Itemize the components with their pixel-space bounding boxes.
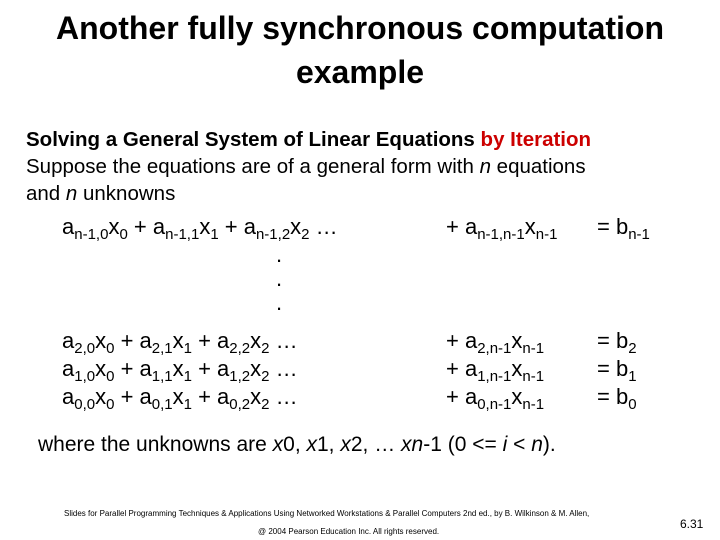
equation-term: + a xyxy=(446,356,478,381)
slide-title-line-1: Another fully synchronous computation xyxy=(55,10,664,46)
equation-subscript: 2 xyxy=(628,340,637,357)
where-v0: 0, xyxy=(283,433,307,456)
footer-citation: Slides for Parallel Programming Techniques & Applications Using Networked Workstations & Parallel Computers 2nd ed., by B. Wilkinson & M. Allen, xyxy=(64,509,590,518)
equation-term: + a xyxy=(127,214,166,239)
equation-subscript: 0 xyxy=(106,340,115,357)
equation-ellipsis: … xyxy=(309,214,338,239)
equation-row-1-tail xyxy=(446,356,545,385)
intro-bold-text: Solving a General System of Linear Equations xyxy=(26,128,481,151)
intro-red-text: by Iteration xyxy=(480,128,592,151)
intro-line-1 xyxy=(26,126,706,153)
equation-term: x xyxy=(511,384,523,409)
equation-term: x xyxy=(95,384,107,409)
equation-subscript: 1 xyxy=(628,368,637,385)
equation-ellipsis: … xyxy=(269,328,298,353)
equation-subscript: n-1,1 xyxy=(165,226,200,243)
equation-row-n-1-rhs xyxy=(597,214,650,243)
intro-n-italic-1: n xyxy=(479,155,491,178)
where-v2: 2, … xyxy=(350,433,402,456)
equation-term: + a xyxy=(114,328,152,353)
equation-term: x xyxy=(250,356,262,381)
equation-subscript: 1 xyxy=(183,340,192,357)
equation-term: x xyxy=(172,356,184,381)
equation-term: x xyxy=(95,328,107,353)
equation-term: = b xyxy=(597,356,629,381)
equation-term: x xyxy=(250,328,262,353)
equation-term: + a xyxy=(114,384,152,409)
equation-row-n-1-tail xyxy=(446,214,558,243)
ellipsis-dot-1: . xyxy=(276,242,283,267)
equation-row-0-rhs xyxy=(597,384,637,413)
intro-text xyxy=(26,126,706,207)
equation-term: = b xyxy=(597,384,629,409)
equation-term: a xyxy=(62,384,75,409)
equation-subscript: 0,1 xyxy=(151,396,173,413)
equation-subscript: 2,1 xyxy=(151,340,173,357)
equation-term: x xyxy=(108,214,120,239)
equation-row-1-rhs xyxy=(597,356,637,385)
equation-row-0-left xyxy=(62,384,298,413)
equation-subscript: n-1 xyxy=(522,368,545,385)
equation-term: + a xyxy=(446,384,478,409)
slide-title-line-2: example xyxy=(295,54,425,90)
equation-subscript: n-1,n-1 xyxy=(477,226,525,243)
equation-subscript: 1,0 xyxy=(74,368,96,385)
where-vn: -1 (0 <= xyxy=(423,433,503,456)
intro-line-2 xyxy=(26,153,706,180)
equation-term: x xyxy=(290,214,302,239)
equation-subscript: 1 xyxy=(210,226,219,243)
where-text-b: < xyxy=(507,433,532,456)
equation-row-2-left xyxy=(62,328,298,357)
where-text-c: ). xyxy=(542,433,556,456)
where-n: n xyxy=(531,433,543,456)
equation-term: x xyxy=(172,328,184,353)
equation-subscript: 0,n-1 xyxy=(477,396,512,413)
intro-line-3 xyxy=(26,180,706,207)
equation-term: x xyxy=(199,214,211,239)
equation-term: + a xyxy=(446,214,478,239)
intro-line-3-b: unknowns xyxy=(77,182,176,205)
equation-subscript: 1,1 xyxy=(151,368,173,385)
equation-subscript: n-1 xyxy=(535,226,558,243)
equation-ellipsis: … xyxy=(269,356,298,381)
where-x2: x xyxy=(340,433,351,456)
equation-subscript: 2 xyxy=(261,396,270,413)
intro-line-2-b: equations xyxy=(490,155,586,178)
where-i: i xyxy=(502,433,508,456)
equation-term: + a xyxy=(114,356,152,381)
equation-subscript: n-1 xyxy=(522,340,545,357)
equation-term: + a xyxy=(446,328,478,353)
equation-subscript: 0 xyxy=(106,368,115,385)
equation-term: = b xyxy=(597,328,629,353)
equation-subscript: n-1 xyxy=(628,226,650,243)
equation-subscript: 1,2 xyxy=(229,368,251,385)
equation-term: a xyxy=(62,356,75,381)
equation-subscript: 1 xyxy=(183,396,192,413)
equation-subscript: 0,0 xyxy=(74,396,96,413)
equation-term: x xyxy=(250,384,262,409)
equation-subscript: 0 xyxy=(119,226,128,243)
where-x0: x xyxy=(272,433,284,456)
equation-term: x xyxy=(511,356,523,381)
equation-term: a xyxy=(62,328,75,353)
equation-subscript: 1 xyxy=(183,368,192,385)
equation-term: a xyxy=(62,214,75,239)
intro-line-3-a: and xyxy=(26,182,66,205)
equation-subscript: 2 xyxy=(301,226,310,243)
equation-term: + a xyxy=(191,356,230,381)
equation-subscript: 0 xyxy=(628,396,637,413)
equation-row-1-left xyxy=(62,356,298,385)
where-x1: x xyxy=(306,433,317,456)
equation-term: + a xyxy=(218,214,256,239)
equation-term: x xyxy=(511,328,523,353)
equation-subscript: 1,n-1 xyxy=(477,368,512,385)
equation-row-2-tail xyxy=(446,328,545,357)
equation-term: x xyxy=(95,356,107,381)
equation-ellipsis: … xyxy=(269,384,298,409)
equation-subscript: 2,0 xyxy=(74,340,96,357)
equation-term: x xyxy=(172,384,184,409)
equation-subscript: 2,n-1 xyxy=(477,340,512,357)
footer-copyright: @ 2004 Pearson Education Inc. All rights reserved. xyxy=(258,527,440,536)
equation-term: = b xyxy=(597,214,629,239)
equation-row-0-tail xyxy=(446,384,545,413)
unknowns-description xyxy=(38,432,556,458)
ellipsis-dot-2: . xyxy=(276,266,283,291)
equation-row-2-rhs xyxy=(597,328,637,357)
page-number: 6.31 xyxy=(680,517,704,531)
where-xn: xn xyxy=(401,433,424,456)
equation-subscript: n-1,0 xyxy=(74,226,109,243)
equation-subscript: n-1,2 xyxy=(255,226,291,243)
equation-term: x xyxy=(524,214,536,239)
intro-line-2-a: Suppose the equations are of a general form with xyxy=(26,155,480,178)
equation-subscript: 2,2 xyxy=(229,340,251,357)
equation-subscript: n-1 xyxy=(522,396,545,413)
ellipsis-dot-3: . xyxy=(276,290,283,315)
intro-n-italic-2: n xyxy=(65,182,78,205)
equation-term: + a xyxy=(191,328,230,353)
equation-row-n-1-left xyxy=(62,214,338,243)
equation-subscript: 2 xyxy=(261,368,270,385)
equation-subscript: 0,2 xyxy=(229,396,251,413)
slide-title xyxy=(0,6,720,94)
equation-term: + a xyxy=(191,384,230,409)
where-text-a: where the unknowns are xyxy=(38,433,273,456)
equation-subscript: 2 xyxy=(261,340,270,357)
where-v1: 1, xyxy=(317,433,341,456)
equation-subscript: 0 xyxy=(106,396,115,413)
